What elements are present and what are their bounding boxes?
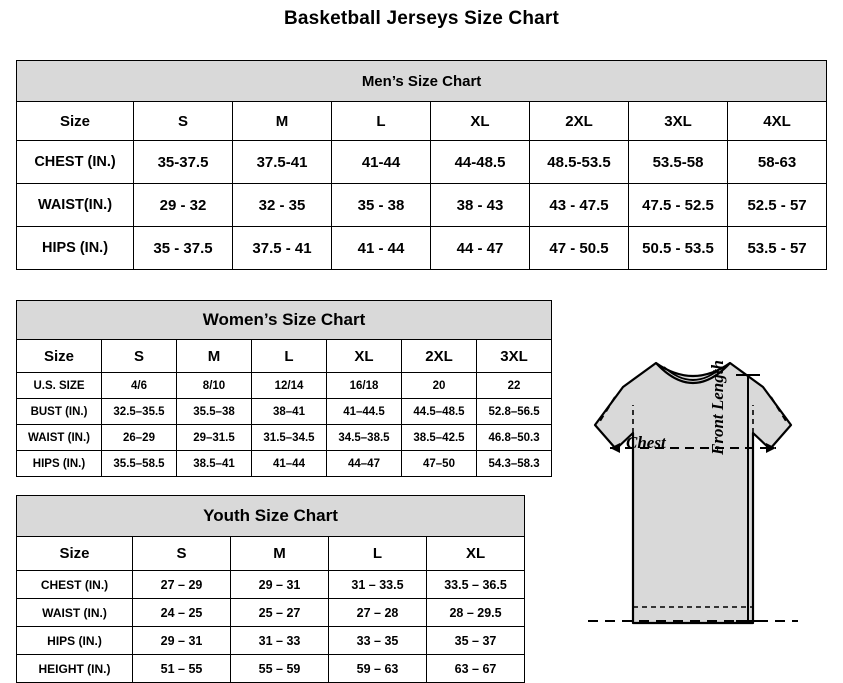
column-header-l: L (252, 340, 327, 373)
table-row (17, 141, 827, 184)
column-header-s: S (102, 340, 177, 373)
cell-height-xl: 63 – 67 (427, 655, 525, 683)
cell-waist-2xl: 43 - 47.5 (530, 184, 629, 227)
womens-chart-caption: Women’s Size Chart (17, 301, 552, 340)
cell-bust-m: 35.5–38 (177, 399, 252, 425)
table-row (17, 425, 552, 451)
column-header-size: Size (17, 537, 133, 571)
column-header-4xl: 4XL (728, 102, 827, 141)
mens-chart-caption: Men’s Size Chart (17, 61, 827, 102)
row-label-waist: WAIST(IN.) (17, 184, 134, 227)
cell-hips-xl: 35 – 37 (427, 627, 525, 655)
column-header-size: Size (17, 102, 134, 141)
table-caption-row (17, 496, 525, 537)
column-header-xl: XL (427, 537, 525, 571)
cell-waist-s: 29 - 32 (134, 184, 233, 227)
cell-ussize-m: 8/10 (177, 373, 252, 399)
cell-waist-l: 31.5–34.5 (252, 425, 327, 451)
column-header-s: S (134, 102, 233, 141)
cell-waist-m: 29–31.5 (177, 425, 252, 451)
column-header-3xl: 3XL (629, 102, 728, 141)
column-header-s: S (133, 537, 231, 571)
cell-hips-xl: 44–47 (327, 451, 402, 477)
jersey-shape-icon (548, 345, 838, 665)
column-header-xl: XL (431, 102, 530, 141)
row-label-hips: HIPS (IN.) (17, 451, 102, 477)
column-header-2xl: 2XL (402, 340, 477, 373)
cell-waist-s: 26–29 (102, 425, 177, 451)
cell-chest-3xl: 53.5-58 (629, 141, 728, 184)
front-length-measurement-label: Front Length (708, 360, 727, 455)
cell-bust-2xl: 44.5–48.5 (402, 399, 477, 425)
cell-chest-l: 41-44 (332, 141, 431, 184)
cell-chest-m: 37.5-41 (233, 141, 332, 184)
cell-waist-xl: 28 – 29.5 (427, 599, 525, 627)
table-header-row (17, 537, 525, 571)
column-header-m: M (177, 340, 252, 373)
table-row (17, 571, 525, 599)
womens-size-chart-table (16, 300, 552, 477)
column-header-size: Size (17, 340, 102, 373)
table-row (17, 399, 552, 425)
cell-height-l: 59 – 63 (329, 655, 427, 683)
table-header-row (17, 340, 552, 373)
row-label-bust: BUST (IN.) (17, 399, 102, 425)
cell-waist-3xl: 47.5 - 52.5 (629, 184, 728, 227)
column-header-l: L (332, 102, 431, 141)
cell-chest-m: 29 – 31 (231, 571, 329, 599)
cell-hips-xl: 44 - 47 (431, 227, 530, 270)
cell-hips-m: 38.5–41 (177, 451, 252, 477)
cell-chest-s: 35-37.5 (134, 141, 233, 184)
column-header-m: M (231, 537, 329, 571)
cell-ussize-3xl: 22 (477, 373, 552, 399)
cell-bust-xl: 41–44.5 (327, 399, 402, 425)
cell-hips-l: 33 – 35 (329, 627, 427, 655)
cell-hips-3xl: 54.3–58.3 (477, 451, 552, 477)
chest-measurement-label: Chest (626, 433, 666, 452)
cell-hips-s: 29 – 31 (133, 627, 231, 655)
row-label-chest: CHEST (IN.) (17, 141, 134, 184)
cell-bust-3xl: 52.8–56.5 (477, 399, 552, 425)
table-row (17, 227, 827, 270)
cell-waist-m: 32 - 35 (233, 184, 332, 227)
cell-waist-4xl: 52.5 - 57 (728, 184, 827, 227)
cell-waist-2xl: 38.5–42.5 (402, 425, 477, 451)
cell-hips-2xl: 47 - 50.5 (530, 227, 629, 270)
cell-hips-3xl: 50.5 - 53.5 (629, 227, 728, 270)
column-header-m: M (233, 102, 332, 141)
column-header-xl: XL (327, 340, 402, 373)
row-label-height: HEIGHT (IN.) (17, 655, 133, 683)
cell-chest-l: 31 – 33.5 (329, 571, 427, 599)
cell-ussize-s: 4/6 (102, 373, 177, 399)
table-row (17, 451, 552, 477)
jersey-measurement-diagram (548, 345, 838, 665)
cell-hips-s: 35 - 37.5 (134, 227, 233, 270)
cell-hips-l: 41 - 44 (332, 227, 431, 270)
column-header-3xl: 3XL (477, 340, 552, 373)
cell-chest-2xl: 48.5-53.5 (530, 141, 629, 184)
cell-waist-l: 27 – 28 (329, 599, 427, 627)
cell-ussize-xl: 16/18 (327, 373, 402, 399)
cell-height-m: 55 – 59 (231, 655, 329, 683)
youth-size-chart-table (16, 495, 525, 683)
table-row (17, 627, 525, 655)
column-header-l: L (329, 537, 427, 571)
cell-ussize-l: 12/14 (252, 373, 327, 399)
row-label-hips: HIPS (IN.) (17, 227, 134, 270)
cell-height-s: 51 – 55 (133, 655, 231, 683)
cell-chest-s: 27 – 29 (133, 571, 231, 599)
cell-chest-xl: 44-48.5 (431, 141, 530, 184)
cell-hips-2xl: 47–50 (402, 451, 477, 477)
table-row (17, 655, 525, 683)
row-label-hips: HIPS (IN.) (17, 627, 133, 655)
cell-bust-s: 32.5–35.5 (102, 399, 177, 425)
cell-hips-4xl: 53.5 - 57 (728, 227, 827, 270)
table-row (17, 599, 525, 627)
row-label-chest: CHEST (IN.) (17, 571, 133, 599)
cell-hips-m: 31 – 33 (231, 627, 329, 655)
mens-size-chart-table (16, 60, 827, 270)
row-label-us-size: U.S. SIZE (17, 373, 102, 399)
cell-bust-l: 38–41 (252, 399, 327, 425)
table-caption-row (17, 61, 827, 102)
column-header-2xl: 2XL (530, 102, 629, 141)
cell-waist-l: 35 - 38 (332, 184, 431, 227)
cell-hips-s: 35.5–58.5 (102, 451, 177, 477)
page-title: Basketball Jerseys Size Chart (283, 8, 560, 29)
table-header-row (17, 102, 827, 141)
row-label-waist: WAIST (IN.) (17, 425, 102, 451)
cell-chest-4xl: 58-63 (728, 141, 827, 184)
cell-hips-l: 41–44 (252, 451, 327, 477)
cell-hips-m: 37.5 - 41 (233, 227, 332, 270)
table-caption-row (17, 301, 552, 340)
cell-chest-xl: 33.5 – 36.5 (427, 571, 525, 599)
youth-chart-caption: Youth Size Chart (17, 496, 525, 537)
table-row (17, 184, 827, 227)
cell-waist-m: 25 – 27 (231, 599, 329, 627)
cell-waist-xl: 38 - 43 (431, 184, 530, 227)
cell-waist-3xl: 46.8–50.3 (477, 425, 552, 451)
cell-ussize-2xl: 20 (402, 373, 477, 399)
table-row (17, 373, 552, 399)
row-label-waist: WAIST (IN.) (17, 599, 133, 627)
cell-waist-s: 24 – 25 (133, 599, 231, 627)
cell-waist-xl: 34.5–38.5 (327, 425, 402, 451)
